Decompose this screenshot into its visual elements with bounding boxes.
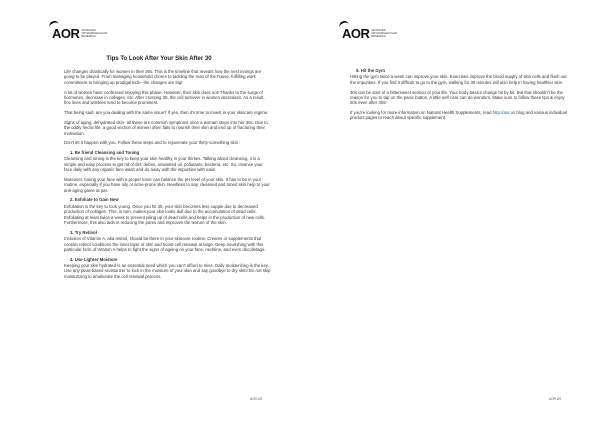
logo-mark: AOR (52, 26, 79, 41)
section-paragraph: Inclusion of Vitamin A, aka retinol, should be there in your skincare routine. Creams or supplements that contain retinol conditions the inner layer of skin and boost cell renewal at large. Deep nourishing with this particular form of Vitamin A helps to fight the signs of ageing on your face, neckline, and even décolletage. (64, 236, 266, 252)
section-heading-cleansing: 1. Be friend Cleansing and Toning (70, 149, 140, 155)
logo-tagline: ADVANCED ORTHOMOLECULAR RESEARCH (81, 29, 107, 38)
intro-paragraph-4: Signs of aging, dehydrated skin- all these are common symptoms once a woman steps into her 30s. Due to the oddly hectic life, a good section of women often fails to nourish their skin and end up of fracturing their motivation. (64, 119, 268, 136)
closing-paragraph (350, 110, 570, 121)
intro-paragraph-2: A lot of women have confessed enjoying this phase. However, their skin does not! Thanks to the surge of hormones, decrease in collagen, etc. After crossing 30, the cell turnover in women decreases. As a result, fine lines and wrinkles tend to become prominent. (64, 89, 265, 106)
logo-tagline: ADVANCED ORTHOMOLECULAR RESEARCH (371, 29, 397, 38)
section-paragraph: Keeping your skin hydrated is an essential need which you can't afford to miss. Daily moisturizing is the key. Use any plant-based moisturizer to lock in the moisture of your skin and say goodbye to dry skin! Do not skip moisturizing to ameliorate the cell renewal process. (64, 263, 271, 279)
section-heading-retinol: 3. Try Retinol (70, 229, 97, 235)
aor-logo (52, 26, 107, 41)
section-heading-moisture: 4. Use Lighter Moisture (70, 256, 118, 262)
logo-mark: AOR (342, 26, 369, 41)
section-heading-gym: 5. Hit the Gym (356, 68, 385, 73)
closing-text-after: blog and various individual product pages to reach about specific supplement. (350, 110, 568, 121)
closing-text-before: If you're looking for more information on Natural Health Supplements, read (350, 110, 493, 116)
intro-paragraph-5: Don't let it happen with you. Follow these steps and to rejuvenate your thirty-something skin : (64, 140, 241, 146)
right-page-body (350, 68, 570, 125)
page-footer: AOR.US (250, 397, 263, 401)
section-paragraph: Cleansing and toning is the key to keep your skin healthy in your thirties. Talking about cleansing, it is a simple and easy process to get rid of dirt, debris, unwanted oil, pollutants, bacteria, etc. So, cleanse your face daily with any organic face wash and do away with the impurities with ease. (64, 156, 263, 173)
right-page (300, 0, 600, 424)
intro-paragraph-3: That being said, are you dealing with the same issue? If yes, then it's time to invest in your skincare regime. (64, 110, 269, 116)
section-heading-exfoliate: 2. Exfoliate to Gain New (70, 197, 119, 203)
document-title: Tips To Look After Your Skin After 30 (106, 56, 212, 62)
section-paragraph: Moreover, toning your face with a proper toner can balance the pH level of your skin. It has to be in your routine, especially if you have oily or acne-prone skin. Needless to say, cleansed and toned skin help to your anti-aging game at par. (64, 176, 270, 193)
section-paragraph: 30s can be start of a bittersweet version of your life. Your body basics change bit by bit. But that shouldn't be the reason for you to tap on the panic button. A little self-care can do wonders. Make sure to follow these tips & enjoy 20s even after 30s! (350, 89, 565, 106)
section-paragraph: Exfoliation is the key to look young. Once you hit 30, your skin becomes less supple due to decreased production of collagen. This, in turn, makes your skin looks dull due to the accumulation of dead cells. Exfoliating at least twice a week to prevent piling up of dead cells and helps in the production of new cells. Furthermore, this also aids in reducing the pores and improves the texture of the skin. (64, 203, 266, 226)
section-paragraph: Hitting the gym twice a week can improve your skin. Exercises improve the blood supply of skin cells and flush out the impurities. If you find it difficult to go to the gym, walking for 30 minutes will also help in having healthier skin. (350, 74, 567, 85)
aor-logo (342, 26, 397, 41)
left-page-body (64, 69, 271, 284)
intro-paragraph-1: Life changes drastically for women in their 30s. This is the timeline that reveals how the next innings are going to be played. From managing household chores to tackling the man of the house, fulfilling work commitment to bringing up prodigal kids– the changes are big! (64, 69, 262, 85)
page-footer: AOR.US (549, 397, 562, 401)
aor-link[interactable]: http://aor.us (492, 110, 516, 116)
